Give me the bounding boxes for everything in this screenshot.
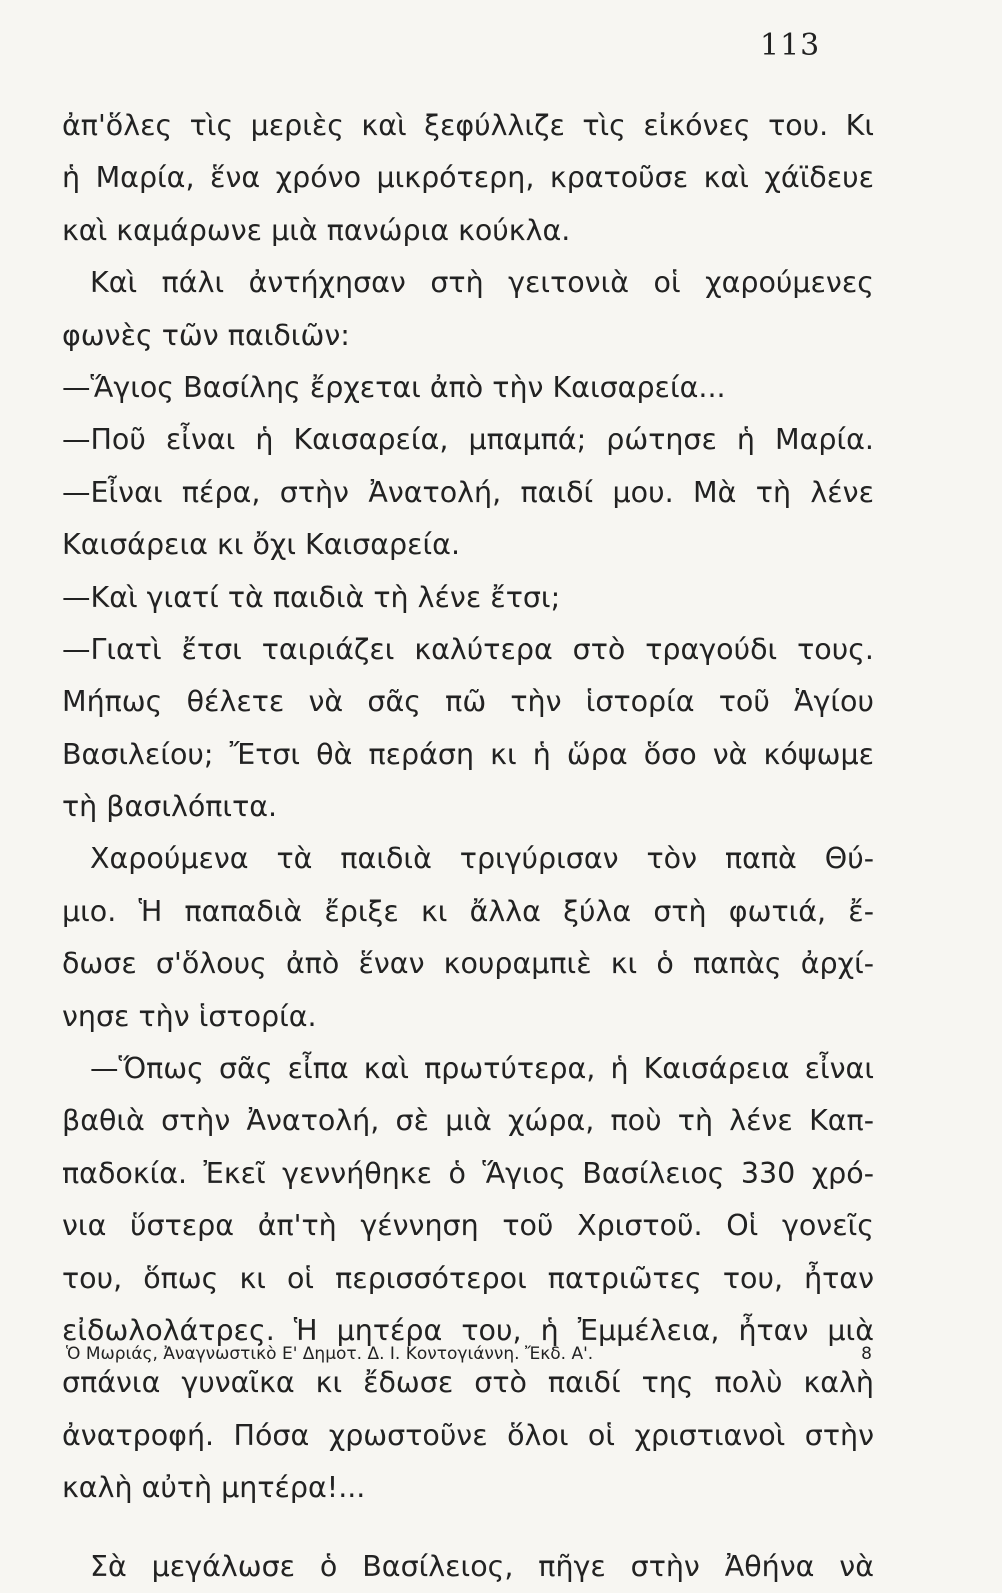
text-line: σπάνια γυναῖκα κι ἔδωσε στὸ παιδί της πολὺ καλὴ — [62, 1366, 874, 1400]
text-line: τὴ βασιλόπιτα. — [62, 790, 278, 824]
footer-citation: Ὁ Μωριάς, Ἀναγνωστικὸ Ε' Δημοτ. Δ. Ι. Κοντογιάννη. Ἔκδ. Α'. — [66, 1344, 594, 1364]
text-line: φωνὲς τῶν παιδιῶν: — [62, 318, 350, 352]
text-line: —Ποῦ εἶναι ἡ Καισαρεία, μπαμπά; ρώτησε ἡ Μαρία. — [62, 423, 874, 457]
body-text — [62, 100, 874, 1593]
text-line: βαθιὰ στὴν Ἀνατολή, σὲ μιὰ χώρα, ποὺ τὴ λένε Καπ- — [62, 1104, 874, 1138]
text-line: Καὶ πάλι ἀντήχησαν στὴ γειτονιὰ οἱ χαρούμενες — [90, 266, 874, 300]
text-line: δωσε σ'ὅλους ἀπὸ ἕναν κουραμπιὲ κι ὁ παπὰς ἀρχί- — [62, 947, 874, 981]
text-line: Σὰ μεγάλωσε ὁ Βασίλειος, πῆγε στὴν Ἀθήνα νὰ — [90, 1549, 874, 1583]
text-line: μιο. Ἡ παπαδιὰ ἔριξε κι ἄλλα ξύλα στὴ φωτιά, ἔ- — [62, 894, 874, 928]
text-line: εἰδωλολάτρες. Ἡ μητέρα του, ἡ Ἐμμέλεια, ἦταν μιὰ — [62, 1313, 874, 1347]
text-line: Χαρούμενα τὰ παιδιὰ τριγύρισαν τὸν παπὰ Θύ- — [90, 842, 874, 876]
page-footer — [66, 1344, 872, 1364]
text-line: —Εἶναι πέρα, στὴν Ἀνατολή, παιδί μου. Μὰ τὴ λένε — [62, 475, 874, 509]
text-line: —Γιατὶ ἔτσι ταιριάζει καλύτερα στὸ τραγούδι τους. — [62, 632, 874, 666]
text-line: παδοκία. Ἐκεῖ γεννήθηκε ὁ Ἅγιος Βασίλειος 330 χρό- — [62, 1156, 874, 1190]
text-line: ἀνατροφή. Πόσα χρωστοῦνε ὅλοι οἱ χριστιανοὶ στὴν — [62, 1418, 874, 1452]
text-line: —Καὶ γιατί τὰ παιδιὰ τὴ λένε ἔτσι; — [62, 580, 561, 614]
text-line: —Ὅπως σᾶς εἶπα καὶ πρωτύτερα, ἡ Καισάρεια εἶναι — [90, 1052, 874, 1086]
footer-signature-mark: 8 — [861, 1344, 872, 1364]
text-line: καλὴ αὐτὴ μητέρα!... — [62, 1471, 366, 1505]
text-line: νησε τὴν ἱστορία. — [62, 999, 317, 1033]
text-line: ἀπ'ὅλες τὶς μεριὲς καὶ ξεφύλλιζε τὶς εἰκόνες του. Κι — [62, 109, 874, 142]
text-line: Βασιλείου; Ἔτσι θὰ περάση κι ἡ ὥρα ὅσο νὰ κόψωμε — [62, 737, 874, 771]
text-line: —Ἅγιος Βασίλης ἔρχεται ἀπὸ τὴν Καισαρεία... — [62, 370, 726, 404]
text-line: καὶ καμάρωνε μιὰ πανώρια κούκλα. — [62, 213, 571, 247]
text-line: ἡ Μαρία, ἕνα χρόνο μικρότερη, κρατοῦσε καὶ χάϊδευε — [62, 161, 874, 195]
text-line: νια ὕστερα ἀπ'τὴ γέννηση τοῦ Χριστοῦ. Οἱ γονεῖς — [62, 1209, 874, 1243]
text-line: Καισάρεια κι ὄχι Καισαρεία. — [62, 528, 461, 562]
text-line: του, ὅπως κι οἱ περισσότεροι πατριῶτες του, ἦταν — [62, 1261, 874, 1295]
page-number: 113 — [760, 28, 821, 63]
text-line: Μήπως θέλετε νὰ σᾶς πῶ τὴν ἱστορία τοῦ Ἁγίου — [62, 685, 874, 719]
